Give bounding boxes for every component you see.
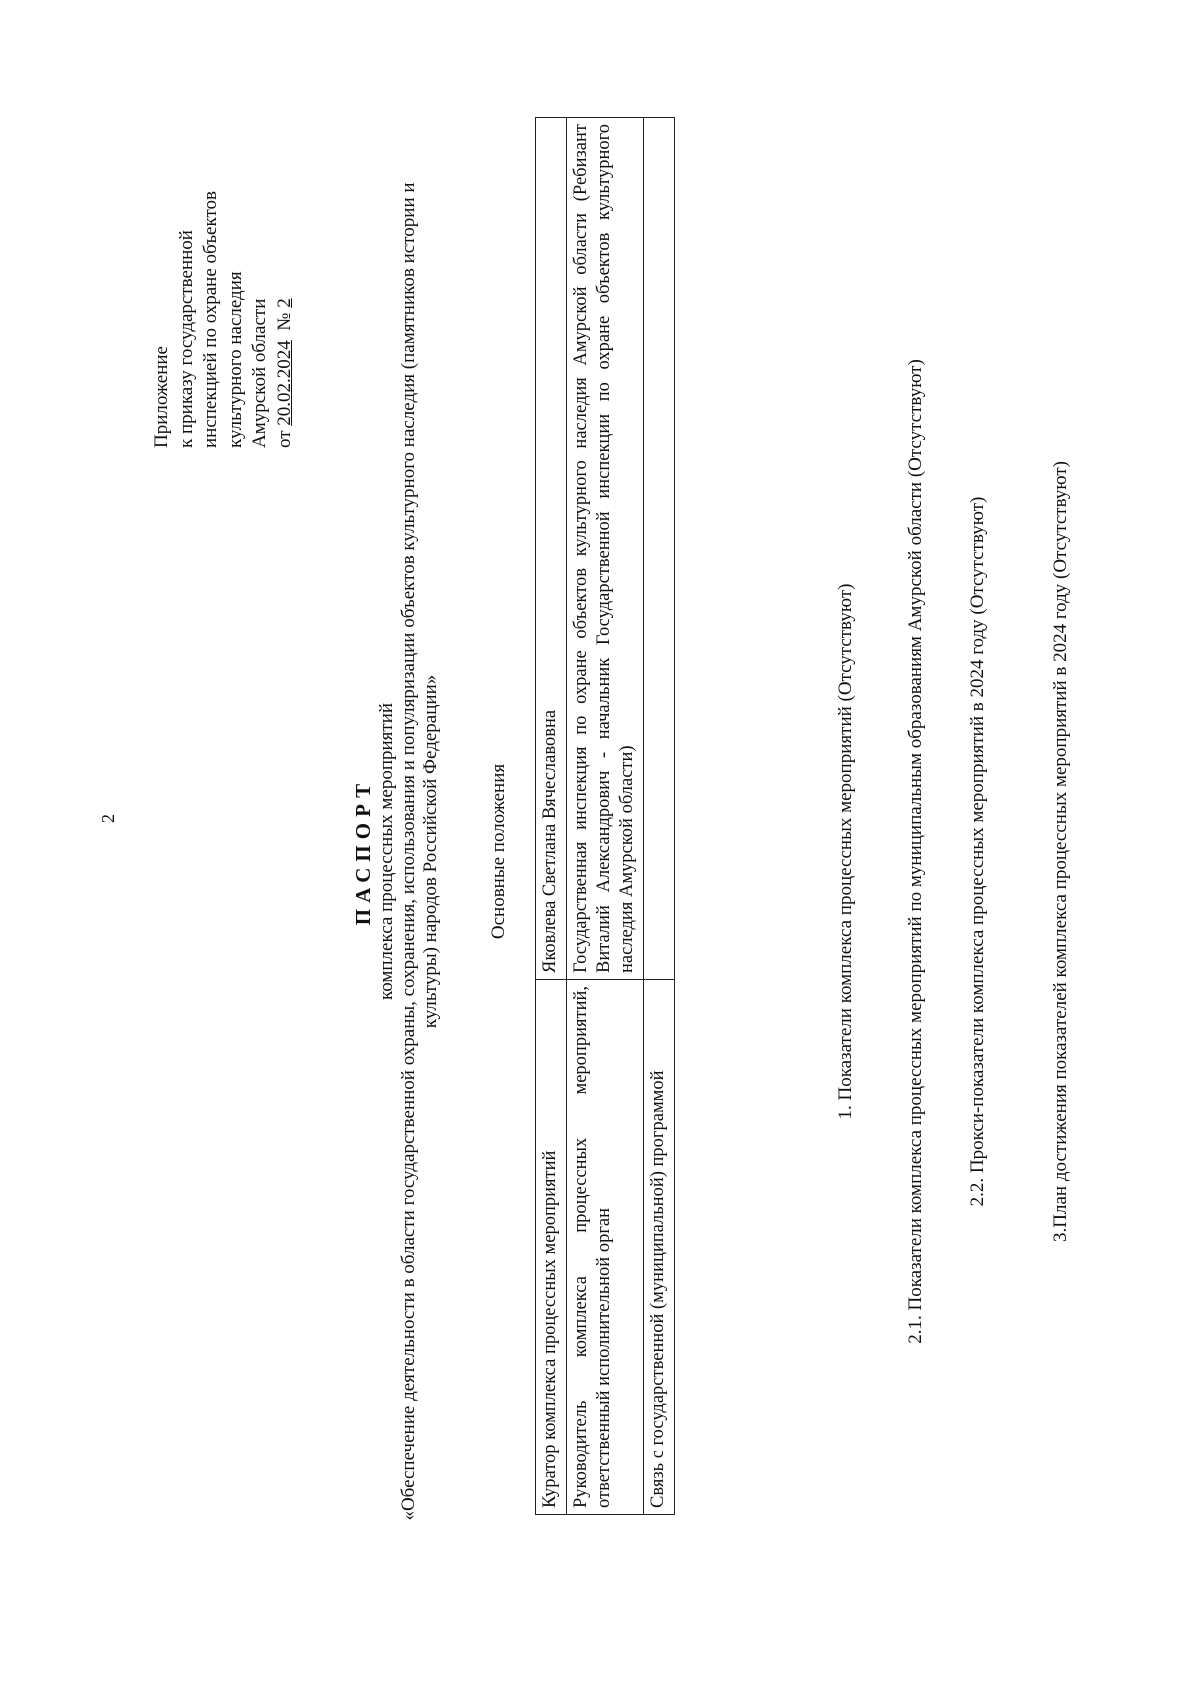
title-block (350, 0, 442, 1703)
appendix-line: Приложение (151, 346, 172, 448)
appendix-date-prefix: от (273, 425, 295, 448)
main-provisions-table (535, 117, 675, 1515)
appendix-line: Амурской области (249, 298, 270, 448)
page-number: 2 (98, 814, 118, 823)
item-proxy-indicators: 2.2. Прокси-показатели комплекса процессных мероприятий в 2024 году (Отсутствуют) (967, 496, 988, 1207)
appendix-line: культурного наследия (224, 271, 246, 448)
table-row (536, 118, 567, 1515)
appendix-number: 2 (273, 298, 295, 308)
appendix-line: инспекцией по охране объектов (200, 191, 221, 448)
appendix-line: к приказу государственной (175, 230, 197, 448)
table-cell-label: Куратор комплекса процессных мероприятий (536, 980, 567, 1515)
document-title: ПАСПОРТ (351, 777, 375, 926)
item-municipal-indicators: 2.1. Показатели комплекса процессных мероприятий по муниципальным образованиям Амурской области (Отсутствуют) (905, 359, 926, 1344)
table-row (567, 118, 644, 1515)
appendix-block (150, 191, 297, 448)
table-cell-value: Государственная инспекция по охране объектов культурного наследия Амурской области (Ребизант Виталий Александрович - начальник Государственной инспекции по охране объектов культурного наследия Амурской области) (567, 118, 644, 980)
appendix-number-label: № (273, 312, 295, 331)
program-name: «Обеспечение деятельности в области государственной охраны, сохранения, использования и популяризации объектов культурного наследия (памятников истории и культуры) народов Российской Федерации» (398, 182, 441, 1521)
table-cell-label: Руководитель комплекса процессных мероприятий, ответственный исполнительной орган (567, 980, 644, 1515)
table-cell-value (644, 118, 675, 980)
appendix-date-line (273, 191, 298, 448)
table-cell-value: Яковлева Светлана Вячеславовна (536, 118, 567, 980)
item-achievement-plan: 3.План достижения показателей комплекса процессных мероприятий в 2024 году (Отсутствуют) (1050, 461, 1071, 1242)
appendix-date: 20.02.2024 (273, 340, 295, 426)
section-heading: Основные положения (488, 763, 509, 940)
table-row (644, 118, 675, 1515)
item-indicators: 1. Показатели комплекса процессных мероприятий (Отсутствуют) (835, 583, 856, 1120)
table-cell-label: Связь с государственной (муниципальной) программой (644, 980, 675, 1515)
document-subtitle: комплекса процессных мероприятий (376, 702, 397, 1001)
